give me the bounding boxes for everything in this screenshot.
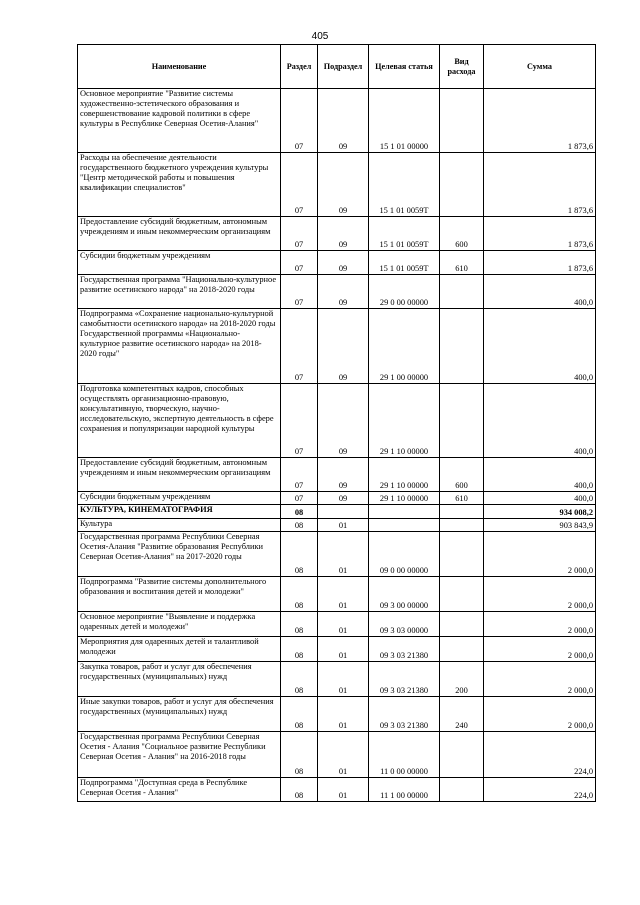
- cell-target: 29 1 10 00000: [369, 492, 440, 505]
- cell-name: Государственная программа "Национально-культурное развитие осетинского народа" на 2018-2020 годы: [78, 275, 281, 309]
- cell-type: [440, 612, 484, 637]
- cell-name: Подготовка компетентных кадров, способных осуществлять организационно-правовую, консультативную, творческую, научно-исследовательскую, экспертную деятельность в сфере сохранения и популяризации народной культуры: [78, 384, 281, 458]
- table-row: [78, 505, 596, 519]
- cell-sum: 1 873,6: [484, 89, 596, 153]
- cell-name: Закупка товаров, работ и услуг для обеспечения государственных (муниципальных) нужд: [78, 662, 281, 697]
- table-row: [78, 275, 596, 309]
- cell-subsection: 09: [318, 153, 369, 217]
- cell-type: 200: [440, 662, 484, 697]
- cell-section: 08: [281, 505, 318, 519]
- cell-section: 08: [281, 662, 318, 697]
- cell-target: 09 3 03 21380: [369, 697, 440, 732]
- cell-sum: 400,0: [484, 458, 596, 492]
- cell-sum: 2 000,0: [484, 577, 596, 612]
- cell-target: 11 0 00 00000: [369, 732, 440, 778]
- cell-type: [440, 519, 484, 532]
- cell-name: Субсидии бюджетным учреждениям: [78, 251, 281, 275]
- cell-section: 07: [281, 251, 318, 275]
- cell-type: 610: [440, 251, 484, 275]
- cell-sum: 1 873,6: [484, 217, 596, 251]
- cell-subsection: 09: [318, 384, 369, 458]
- cell-type: 610: [440, 492, 484, 505]
- table-row: [78, 384, 596, 458]
- cell-target: 09 3 00 00000: [369, 577, 440, 612]
- cell-section: 07: [281, 153, 318, 217]
- cell-type: [440, 309, 484, 384]
- cell-section: 08: [281, 637, 318, 662]
- cell-name: Основное мероприятие "Выявление и поддержка одаренных детей и молодежи": [78, 612, 281, 637]
- cell-name: Подпрограмма "Доступная среда в Республике Северная Осетия - Алания": [78, 778, 281, 802]
- cell-type: [440, 275, 484, 309]
- table-row: [78, 577, 596, 612]
- table-row: [78, 251, 596, 275]
- cell-name: Основное мероприятие "Развитие системы художественно-эстетического образования и совершенствование кадровой политики в сфере культуры в Республике Северная Осетия-Алания": [78, 89, 281, 153]
- header-type: Вид расхода: [440, 45, 484, 89]
- cell-section: 07: [281, 384, 318, 458]
- table-row: [78, 612, 596, 637]
- cell-section: 07: [281, 458, 318, 492]
- table-row: [78, 532, 596, 577]
- cell-name: Расходы на обеспечение деятельности государственного бюджетного учреждения культуры "Центр методической работы и повышения квалификации специалистов": [78, 153, 281, 217]
- table-row: [78, 637, 596, 662]
- header-section: Раздел: [281, 45, 318, 89]
- table-row: [78, 309, 596, 384]
- cell-subsection: 09: [318, 458, 369, 492]
- cell-subsection: 01: [318, 732, 369, 778]
- cell-type: 240: [440, 697, 484, 732]
- cell-subsection: 01: [318, 697, 369, 732]
- cell-target: 11 1 00 00000: [369, 778, 440, 802]
- cell-subsection: 09: [318, 492, 369, 505]
- cell-target: 29 1 10 00000: [369, 384, 440, 458]
- page-number: 405: [311, 31, 329, 42]
- cell-target: 15 1 01 00000: [369, 89, 440, 153]
- cell-target: [369, 505, 440, 519]
- table-row: [78, 732, 596, 778]
- cell-target: 09 0 00 00000: [369, 532, 440, 577]
- cell-sum: 400,0: [484, 275, 596, 309]
- cell-type: [440, 153, 484, 217]
- table-row: [78, 458, 596, 492]
- cell-type: [440, 384, 484, 458]
- cell-target: 09 3 03 21380: [369, 637, 440, 662]
- cell-section: 08: [281, 519, 318, 532]
- cell-section: 08: [281, 697, 318, 732]
- header-sum: Сумма: [484, 45, 596, 89]
- header-name: Наименование: [78, 45, 281, 89]
- cell-sum: 224,0: [484, 732, 596, 778]
- cell-subsection: 01: [318, 662, 369, 697]
- cell-subsection: 01: [318, 519, 369, 532]
- cell-subsection: 09: [318, 217, 369, 251]
- header-subsection: Подраздел: [318, 45, 369, 89]
- budget-table: [77, 44, 596, 802]
- cell-name: Подпрограмма "Развитие системы дополнительного образования и воспитания детей и молодежи": [78, 577, 281, 612]
- table-row: [78, 778, 596, 802]
- cell-section: 08: [281, 577, 318, 612]
- cell-sum: 400,0: [484, 309, 596, 384]
- cell-subsection: 01: [318, 577, 369, 612]
- cell-section: 08: [281, 732, 318, 778]
- cell-section: 08: [281, 612, 318, 637]
- cell-target: [369, 519, 440, 532]
- cell-sum: 2 000,0: [484, 697, 596, 732]
- cell-target: 15 1 01 0059Т: [369, 217, 440, 251]
- cell-sum: 224,0: [484, 778, 596, 802]
- cell-sum: 2 000,0: [484, 612, 596, 637]
- cell-subsection: 09: [318, 251, 369, 275]
- cell-section: 07: [281, 275, 318, 309]
- cell-target: 15 1 01 0059Т: [369, 153, 440, 217]
- cell-type: 600: [440, 217, 484, 251]
- cell-name: Иные закупки товаров, работ и услуг для обеспечения государственных (муниципальных) нужд: [78, 697, 281, 732]
- cell-sum: 400,0: [484, 384, 596, 458]
- cell-type: [440, 732, 484, 778]
- cell-sum: 2 000,0: [484, 637, 596, 662]
- cell-type: [440, 505, 484, 519]
- cell-subsection: [318, 505, 369, 519]
- cell-name: КУЛЬТУРА, КИНЕМАТОГРАФИЯ: [78, 505, 281, 519]
- cell-section: 08: [281, 532, 318, 577]
- cell-name: Подпрограмма «Сохранение национально-культурной самобытности осетинского народа» на 2018-2020 годы Государственной программы «Национально-культурное развитие осетинского народа» на 2018-2020 годы": [78, 309, 281, 384]
- cell-section: 08: [281, 778, 318, 802]
- table-row: [78, 519, 596, 532]
- cell-sum: 2 000,0: [484, 662, 596, 697]
- cell-type: [440, 778, 484, 802]
- cell-target: 09 3 03 00000: [369, 612, 440, 637]
- table-row: [78, 492, 596, 505]
- cell-name: Государственная программа Республики Северная Осетия-Алания "Развитие образования Республики Северная Осетия-Алания" на 2017-2020 годы: [78, 532, 281, 577]
- cell-target: 29 1 00 00000: [369, 309, 440, 384]
- cell-subsection: 09: [318, 309, 369, 384]
- cell-name: Государственная программа Республики Северная Осетия - Алания "Социальное развитие Республики Северная Осетия - Алания" на 2016-2018 годы: [78, 732, 281, 778]
- cell-subsection: 01: [318, 612, 369, 637]
- cell-name: Предоставление субсидий бюджетным, автономным учреждениям и иным некоммерческим организациям: [78, 217, 281, 251]
- cell-type: [440, 89, 484, 153]
- cell-section: 07: [281, 217, 318, 251]
- table-row: [78, 153, 596, 217]
- cell-subsection: 09: [318, 275, 369, 309]
- cell-name: Предоставление субсидий бюджетным, автономным учреждениям и иным некоммерческим организациям: [78, 458, 281, 492]
- cell-type: [440, 577, 484, 612]
- cell-section: 07: [281, 89, 318, 153]
- cell-sum: 400,0: [484, 492, 596, 505]
- cell-section: 07: [281, 309, 318, 384]
- cell-sum: 903 843,9: [484, 519, 596, 532]
- table-header-row: [78, 45, 596, 89]
- cell-name: Субсидии бюджетным учреждениям: [78, 492, 281, 505]
- cell-subsection: 01: [318, 637, 369, 662]
- table-row: [78, 89, 596, 153]
- table-row: [78, 217, 596, 251]
- cell-sum: 1 873,6: [484, 153, 596, 217]
- cell-section: 07: [281, 492, 318, 505]
- header-target: Целевая статья: [369, 45, 440, 89]
- cell-name: Мероприятия для одаренных детей и талантливой молодежи: [78, 637, 281, 662]
- cell-subsection: 01: [318, 778, 369, 802]
- cell-sum: 934 008,2: [484, 505, 596, 519]
- cell-target: 29 0 00 00000: [369, 275, 440, 309]
- cell-sum: 1 873,6: [484, 251, 596, 275]
- table-body: [78, 89, 596, 802]
- cell-target: 09 3 03 21380: [369, 662, 440, 697]
- cell-type: [440, 532, 484, 577]
- table-row: [78, 697, 596, 732]
- cell-target: 15 1 01 0059Т: [369, 251, 440, 275]
- cell-sum: 2 000,0: [484, 532, 596, 577]
- table-row: [78, 662, 596, 697]
- cell-name: Культура: [78, 519, 281, 532]
- cell-target: 29 1 10 00000: [369, 458, 440, 492]
- cell-type: [440, 637, 484, 662]
- cell-subsection: 09: [318, 89, 369, 153]
- cell-subsection: 01: [318, 532, 369, 577]
- cell-type: 600: [440, 458, 484, 492]
